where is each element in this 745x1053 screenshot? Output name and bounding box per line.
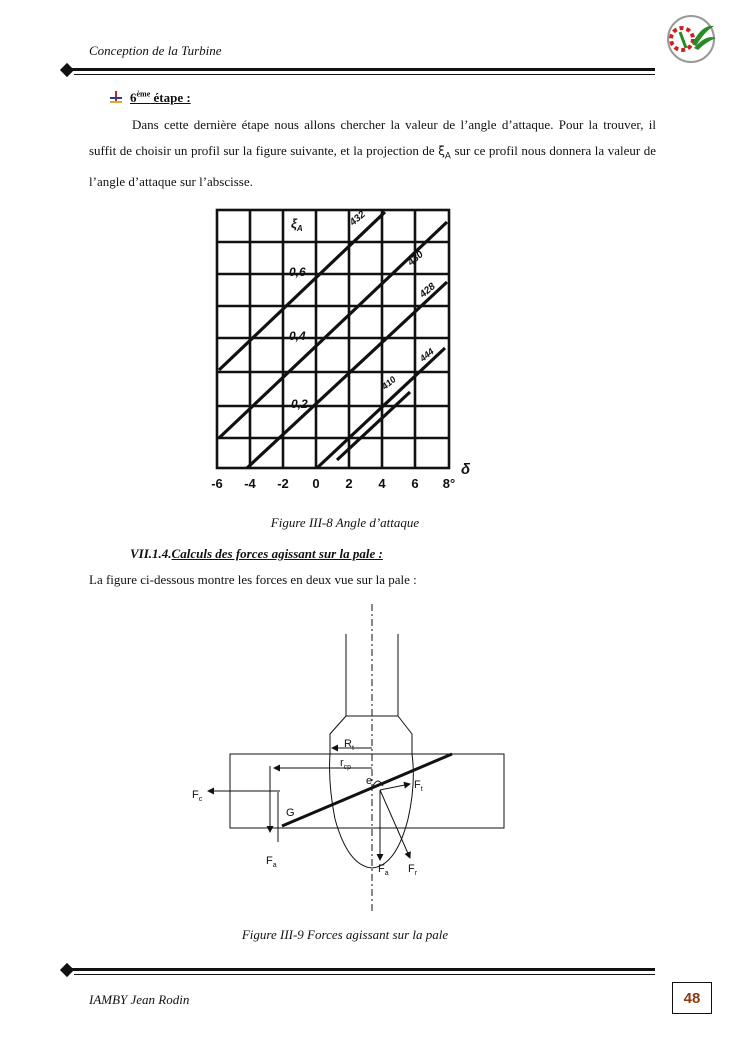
ft-arrow [380, 784, 410, 790]
step-heading [110, 90, 191, 106]
x-tick: -4 [244, 476, 256, 491]
section-number: VII.1.4. [130, 546, 172, 561]
profile-label-444: 444 [417, 346, 436, 364]
figure1-caption: Figure III-8 Angle d’attaque [270, 515, 420, 530]
university-logo [662, 14, 720, 69]
header-rule [66, 68, 655, 71]
x-tick-labels [211, 476, 455, 491]
profile-label-410: 410 [379, 374, 398, 392]
label-fa-right: $F_a$ [378, 863, 389, 877]
footer-diamond [60, 963, 74, 977]
step-sup: ème [136, 90, 151, 99]
body-paragraph [89, 112, 656, 195]
x-tick: -2 [277, 476, 289, 491]
footer-author: IAMBY Jean Rodin [89, 992, 190, 1007]
label-rt: $R_t$ [344, 738, 354, 752]
fr-arrow [380, 790, 410, 858]
y-label-02: 0,2 [291, 397, 308, 411]
step-rest: étape : [150, 90, 191, 106]
label-fc: $F_c$ [192, 789, 203, 803]
label-ft: $F_t$ [414, 779, 423, 793]
x-axis-label: δ [461, 461, 471, 478]
x-tick: 2 [345, 476, 353, 491]
hub-right [398, 716, 412, 754]
profile-label-430: 430 [405, 249, 426, 269]
label-fr: $F_r$ [408, 863, 418, 877]
curve-432 [219, 212, 385, 370]
x-tick: 6 [411, 476, 419, 491]
footer-rule [66, 968, 655, 971]
header-diamond [60, 63, 74, 77]
step-number: 6 [130, 90, 137, 106]
label-e: e [366, 775, 373, 787]
section-heading [130, 546, 383, 562]
intro-text: La figure ci-dessous montre les forces en deux vue sur la pale : [89, 572, 417, 587]
section-title: Calculs des forces agissant sur la pale : [171, 546, 383, 561]
footer-rule-thin [74, 974, 655, 975]
logo-icon [662, 14, 720, 64]
figure-angle-attaque [205, 198, 487, 513]
profile-label-428: 428 [417, 281, 438, 301]
profile-label-432: 432 [347, 209, 368, 229]
page-number: 48 [672, 982, 712, 1014]
xi-sub: A [444, 150, 451, 161]
figure2-caption: Figure III-9 Forces agissant sur la pale [241, 927, 449, 942]
y-label-04: 0,4 [289, 329, 306, 343]
y-axis-label: $\xi_A$ [291, 216, 303, 233]
x-tick: -6 [211, 476, 223, 491]
paragraph-part2: sur ce profil nous donnera la valeur de l’angle d’attaque sur l’abscisse. [89, 143, 656, 189]
figure-forces [180, 604, 540, 919]
blade-outline [330, 754, 414, 868]
blade-profile-line [282, 754, 452, 826]
label-g: G [286, 807, 295, 819]
profile-curves [219, 212, 447, 468]
paragraph-part1: Dans cette dernière étape nous allons chercher la valeur de l’angle d’attaque. Pour la trouver, il suffit de choisir un profil sur la figure suivante, et la projection de [89, 117, 656, 158]
header-rule-thin [74, 74, 655, 75]
label-rcp: $r_{cp}$ [340, 757, 352, 771]
x-tick: 8° [442, 476, 456, 491]
x-tick: 4 [378, 476, 386, 491]
xi-symbol: ξ [438, 144, 445, 158]
bullet-icon [110, 91, 122, 103]
label-fa-left: $F_a$ [266, 855, 277, 869]
y-label-06: 0,6 [289, 265, 306, 279]
x-tick: 0 [312, 476, 320, 491]
header-title: Conception de la Turbine [89, 43, 222, 58]
